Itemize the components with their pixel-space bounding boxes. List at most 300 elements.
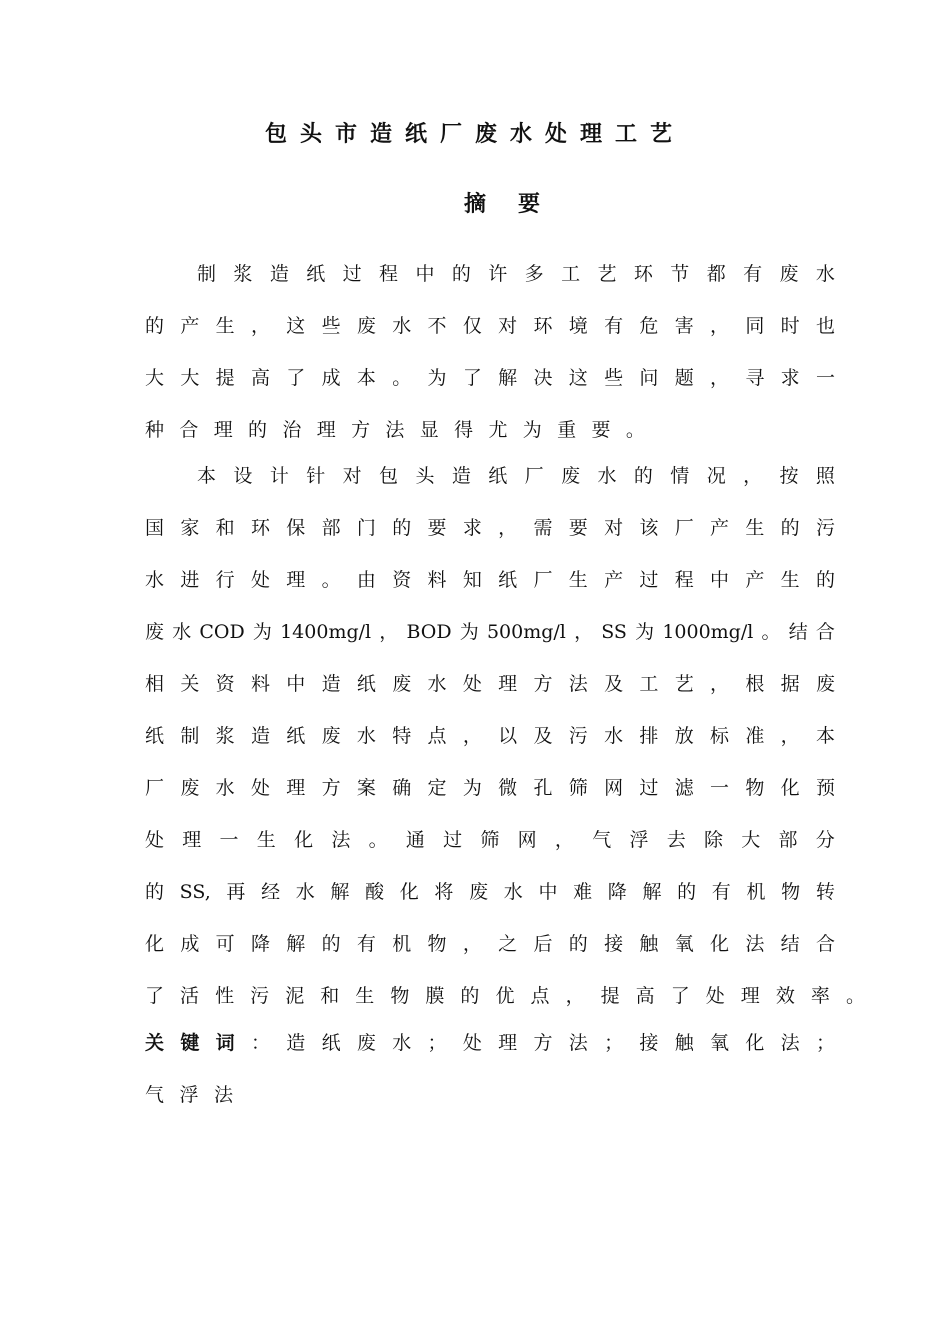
text-token: 废 (392, 673, 412, 695)
text-token: 结 (780, 933, 800, 955)
text-token: 将 (434, 881, 454, 903)
text-token: 包 (379, 465, 399, 487)
text-token: 降 (250, 933, 270, 955)
text-token: 门 (356, 517, 376, 539)
text-token: 危 (639, 315, 659, 337)
text-token: 网 (517, 829, 537, 851)
text-token: 1400mg/l (280, 621, 372, 643)
text-token: 过 (443, 829, 463, 851)
text-token: 对 (498, 315, 518, 337)
text-token: 案 (356, 777, 376, 799)
text-token: 料 (427, 569, 447, 591)
text-token: 厂 (145, 777, 165, 799)
text-token: 有 (711, 881, 731, 903)
text-token: ， (710, 367, 730, 389)
text-token: 化 (710, 933, 730, 955)
text-token: 通 (405, 829, 425, 851)
text-token: 水 (356, 725, 376, 747)
text-token: 水 (392, 315, 412, 337)
text-token: 中 (415, 263, 435, 285)
text-token: 工 (561, 263, 581, 285)
text-token: 合 (815, 933, 835, 955)
text-token: 的 (392, 517, 412, 539)
text-token: 法 (213, 1084, 233, 1106)
text-token: 的 (568, 933, 588, 955)
keywords-line (145, 1028, 835, 1058)
text-token: 物 (427, 933, 447, 955)
text-token: 污 (250, 985, 270, 1007)
text-token: 产 (180, 315, 200, 337)
text-token: 除 (703, 829, 723, 851)
text-token: 污 (568, 725, 588, 747)
text-token: 情 (670, 465, 690, 487)
text-token: 化 (145, 933, 165, 955)
text-token: 纸 (321, 1032, 341, 1054)
text-token: 物 (745, 777, 765, 799)
text-token: 决 (533, 367, 553, 389)
text-token: 造 (250, 725, 270, 747)
text-token: 成 (180, 933, 200, 955)
text-token: 及 (604, 673, 624, 695)
text-token: 理 (498, 1032, 518, 1054)
text-token: 氧 (710, 1032, 730, 1054)
text-token: 关 (180, 673, 200, 695)
text-token: 工 (639, 673, 659, 695)
text-token: ， (498, 517, 518, 539)
text-token: 水 (604, 725, 624, 747)
text-token: BOD (406, 621, 452, 643)
text-token: 废 (145, 621, 165, 643)
text-token: 法 (568, 1032, 588, 1054)
text-line (197, 259, 835, 289)
text-token: 对 (604, 517, 624, 539)
text-token: 的 (677, 881, 697, 903)
text-token: ， (554, 829, 574, 851)
text-token: 的 (145, 881, 165, 903)
text-token: 率 (810, 985, 830, 1007)
text-line (145, 669, 835, 699)
text-token: 的 (633, 465, 653, 487)
text-token: 大 (741, 829, 761, 851)
keywords-label-char: 键 (180, 1032, 200, 1054)
text-line (145, 981, 865, 1011)
text-token: 法 (745, 933, 765, 955)
text-token: 节 (670, 263, 690, 285)
text-token: 的 (460, 985, 480, 1007)
text-token: 照 (815, 465, 835, 487)
text-token: 纸 (145, 725, 165, 747)
keywords-line-2 (145, 1080, 233, 1110)
text-token: 优 (495, 985, 515, 1007)
text-token: 知 (462, 569, 482, 591)
text-token: 的 (248, 419, 268, 441)
text-token: 纸 (488, 465, 508, 487)
text-token: 治 (282, 419, 302, 441)
text-token: 浆 (233, 263, 253, 285)
text-token: 环 (633, 263, 653, 285)
text-token: 废 (469, 881, 489, 903)
text-token: 过 (639, 569, 659, 591)
text-token: 问 (639, 367, 659, 389)
text-token: 了 (462, 367, 482, 389)
text-token: 的 (145, 315, 165, 337)
text-token: 对 (342, 465, 362, 487)
text-token: 法 (331, 829, 351, 851)
text-line (145, 311, 835, 341)
text-token: 物 (390, 985, 410, 1007)
text-token: 可 (215, 933, 235, 955)
text-token: 些 (321, 315, 341, 337)
text-token: 。 (368, 829, 388, 851)
text-token: 许 (488, 263, 508, 285)
text-token: 接 (604, 933, 624, 955)
text-token: 中 (710, 569, 730, 591)
text-token: 一 (815, 367, 835, 389)
text-token: 及 (533, 725, 553, 747)
text-token: 了 (286, 367, 306, 389)
text-token: 生 (780, 569, 800, 591)
text-token: 的 (780, 517, 800, 539)
text-token: 浮 (179, 1084, 199, 1106)
text-token: 的 (815, 569, 835, 591)
text-token: 程 (379, 263, 399, 285)
text-token: 理 (182, 829, 202, 851)
text-token: 为 (462, 777, 482, 799)
text-token: 保 (286, 517, 306, 539)
text-token: SS (601, 621, 627, 643)
text-token: 中 (538, 881, 558, 903)
text-token: 不 (427, 315, 447, 337)
text-token: 方 (533, 1032, 553, 1054)
text-token: 提 (215, 367, 235, 389)
text-token: 气 (145, 1084, 165, 1106)
text-token: 国 (145, 517, 165, 539)
text-line (145, 513, 835, 543)
text-token: 资 (215, 673, 235, 695)
text-token: 显 (419, 419, 439, 441)
text-line (145, 773, 835, 803)
text-token: 造 (286, 1032, 306, 1054)
text-token: ； (815, 1032, 835, 1054)
text-token: 生 (256, 829, 276, 851)
text-token: 合 (179, 419, 199, 441)
keywords-label-char: 关 (145, 1032, 165, 1054)
text-token: 和 (215, 517, 235, 539)
text-token: 1000mg/l (662, 621, 754, 643)
text-token: 化 (745, 1032, 765, 1054)
text-token: 气 (592, 829, 612, 851)
text-token: 污 (815, 517, 835, 539)
text-token: 解 (286, 933, 306, 955)
text-token: 。 (845, 985, 865, 1007)
text-token: 处 (250, 569, 270, 591)
text-token: 结 (788, 621, 808, 643)
text-token: 理 (316, 419, 336, 441)
text-token: 了 (145, 985, 165, 1007)
text-token: 浆 (215, 725, 235, 747)
text-token: 产 (745, 569, 765, 591)
text-token: 同 (745, 315, 765, 337)
text-token: 按 (779, 465, 799, 487)
text-line (145, 363, 835, 393)
text-token: 过 (342, 263, 362, 285)
text-token: 放 (674, 725, 694, 747)
text-token: 机 (392, 933, 412, 955)
text-token: 家 (180, 517, 200, 539)
text-token: ， (780, 725, 800, 747)
text-token: 设 (233, 465, 253, 487)
text-token: 为 (635, 621, 655, 643)
text-token: ， (565, 985, 585, 1007)
text-token: 尤 (488, 419, 508, 441)
text-token: 确 (392, 777, 412, 799)
text-token: 也 (815, 315, 835, 337)
text-token: 水 (597, 465, 617, 487)
text-token: 效 (775, 985, 795, 1007)
text-token: 膜 (425, 985, 445, 1007)
text-token: 环 (533, 315, 553, 337)
text-token: 高 (250, 367, 270, 389)
text-token: 特 (392, 725, 412, 747)
text-token: 过 (639, 777, 659, 799)
text-token: 环 (250, 517, 270, 539)
text-token: 之 (498, 933, 518, 955)
text-token: 提 (600, 985, 620, 1007)
text-token: 的 (451, 263, 471, 285)
text-token: 筛 (568, 777, 588, 799)
text-token: 废 (561, 465, 581, 487)
text-token: 预 (815, 777, 835, 799)
text-token: 重 (557, 419, 577, 441)
text-token: ， (462, 725, 482, 747)
text-token: 纸 (356, 673, 376, 695)
text-token: 氧 (674, 933, 694, 955)
text-token: 水 (815, 263, 835, 285)
text-token: 料 (250, 673, 270, 695)
text-token: 处 (705, 985, 725, 1007)
text-token: 准 (745, 725, 765, 747)
text-token: 废 (180, 777, 200, 799)
text-token: 法 (385, 419, 405, 441)
text-token: 后 (533, 933, 553, 955)
text-token: 行 (215, 569, 235, 591)
text-token: 法 (780, 1032, 800, 1054)
text-token: 网 (604, 777, 624, 799)
text-token: 去 (666, 829, 686, 851)
text-token: 部 (778, 829, 798, 851)
text-token: 害 (674, 315, 694, 337)
text-token: 有 (743, 263, 763, 285)
text-token: 理 (498, 673, 518, 695)
text-token: 生 (568, 569, 588, 591)
text-token: 为 (427, 367, 447, 389)
abstract-heading: 摘要 (463, 191, 572, 217)
text-token: 时 (780, 315, 800, 337)
text-token: 触 (639, 933, 659, 955)
text-token: 生 (745, 517, 765, 539)
text-token: 物 (781, 881, 801, 903)
text-token: 产 (710, 517, 730, 539)
text-token: 纸 (286, 725, 306, 747)
text-token: 制 (180, 725, 200, 747)
text-token: 这 (568, 367, 588, 389)
text-token: ； (427, 1032, 447, 1054)
text-token: 转 (815, 881, 835, 903)
text-token: 要 (591, 419, 611, 441)
text-token: 纸 (306, 263, 326, 285)
text-token: 了 (670, 985, 690, 1007)
text-token: 造 (321, 673, 341, 695)
text-token: 难 (573, 881, 593, 903)
text-token: 合 (815, 621, 835, 643)
text-token: 根 (745, 673, 765, 695)
text-token: 。 (625, 419, 645, 441)
text-token: 有 (604, 315, 624, 337)
text-token: 处 (250, 777, 270, 799)
text-token: 题 (674, 367, 694, 389)
text-token: 解 (642, 881, 662, 903)
text-token: 大 (180, 367, 200, 389)
text-token: 机 (746, 881, 766, 903)
text-token: 仅 (462, 315, 482, 337)
text-token: 。 (761, 621, 781, 643)
text-token: 求 (780, 367, 800, 389)
text-token: 点 (530, 985, 550, 1007)
text-token: 泥 (285, 985, 305, 1007)
text-token: 据 (780, 673, 800, 695)
text-token: 接 (639, 1032, 659, 1054)
text-token: 这 (286, 315, 306, 337)
text-token: 酸 (365, 881, 385, 903)
text-token: SS, (179, 881, 211, 903)
text-token: 大 (145, 367, 165, 389)
text-token: 处 (462, 673, 482, 695)
text-token: 本 (356, 367, 376, 389)
text-token: ， (574, 621, 594, 643)
text-token: 触 (674, 1032, 694, 1054)
text-token: 处 (145, 829, 165, 851)
text-token: 寻 (745, 367, 765, 389)
text-token: 些 (604, 367, 624, 389)
text-token: COD (199, 621, 245, 643)
text-token: 微 (498, 777, 518, 799)
text-token: ； (604, 1032, 624, 1054)
text-token: ， (743, 465, 763, 487)
text-token: 一 (710, 777, 730, 799)
text-token: 造 (269, 263, 289, 285)
text-token: 理 (213, 419, 233, 441)
text-token: 定 (427, 777, 447, 799)
text-token: 化 (399, 881, 419, 903)
text-line (145, 825, 835, 855)
text-token: 解 (330, 881, 350, 903)
text-token: 要 (568, 517, 588, 539)
text-token: ， (462, 933, 482, 955)
text-token: 活 (180, 985, 200, 1007)
text-line (145, 929, 835, 959)
text-token: 性 (215, 985, 235, 1007)
text-token: 求 (462, 517, 482, 539)
text-token: 方 (321, 777, 341, 799)
text-token: 都 (706, 263, 726, 285)
text-token: 高 (635, 985, 655, 1007)
keywords-label-char: ： (250, 1032, 270, 1054)
document-title: 包头市造纸厂废水处理工艺 (264, 121, 685, 147)
text-line (145, 415, 645, 445)
text-token: 水 (145, 569, 165, 591)
text-token: 纸 (498, 569, 518, 591)
text-token: 由 (356, 569, 376, 591)
text-token: 为 (459, 621, 479, 643)
text-token: 需 (533, 517, 553, 539)
text-token: 水 (215, 777, 235, 799)
text-token: 水 (172, 621, 192, 643)
text-token: 成 (321, 367, 341, 389)
text-line (197, 461, 835, 491)
text-token: 生 (355, 985, 375, 1007)
text-token: 一 (219, 829, 239, 851)
text-token: 本 (197, 465, 217, 487)
text-token: 经 (261, 881, 281, 903)
text-token: 降 (607, 881, 627, 903)
text-token: 的 (321, 933, 341, 955)
text-token: 造 (451, 465, 471, 487)
text-token: ， (250, 315, 270, 337)
text-token: 艺 (674, 673, 694, 695)
text-token: 废 (356, 315, 376, 337)
text-token: 废 (815, 673, 835, 695)
text-token: 得 (454, 419, 474, 441)
text-token: 有 (356, 933, 376, 955)
text-token: 水 (392, 1032, 412, 1054)
text-token: 和 (320, 985, 340, 1007)
text-token: 厂 (533, 569, 553, 591)
text-token: 制 (197, 263, 217, 285)
text-token: 再 (226, 881, 246, 903)
text-token: 产 (604, 569, 624, 591)
text-token: 筛 (480, 829, 500, 851)
text-token: 点 (427, 725, 447, 747)
text-token: 法 (568, 673, 588, 695)
text-token: 废 (356, 1032, 376, 1054)
text-token: 理 (286, 569, 306, 591)
text-token: 况 (706, 465, 726, 487)
text-token: 艺 (597, 263, 617, 285)
text-token: 程 (674, 569, 694, 591)
text-token: 浮 (629, 829, 649, 851)
text-token: 化 (780, 777, 800, 799)
text-line (145, 721, 835, 751)
text-line (145, 877, 835, 907)
text-token: 以 (498, 725, 518, 747)
text-token: 要 (427, 517, 447, 539)
text-token: 。 (321, 569, 341, 591)
text-token: 资 (392, 569, 412, 591)
text-token: 。 (392, 367, 412, 389)
text-token: 境 (568, 315, 588, 337)
text-token: 本 (815, 725, 835, 747)
text-token: 生 (215, 315, 235, 337)
text-token: 水 (427, 673, 447, 695)
text-line (145, 565, 835, 595)
text-token: 中 (286, 673, 306, 695)
text-token: ， (710, 315, 730, 337)
text-token: 进 (180, 569, 200, 591)
text-token: 种 (145, 419, 165, 441)
text-token: 水 (503, 881, 523, 903)
text-token: 为 (252, 621, 272, 643)
text-token: 废 (321, 725, 341, 747)
